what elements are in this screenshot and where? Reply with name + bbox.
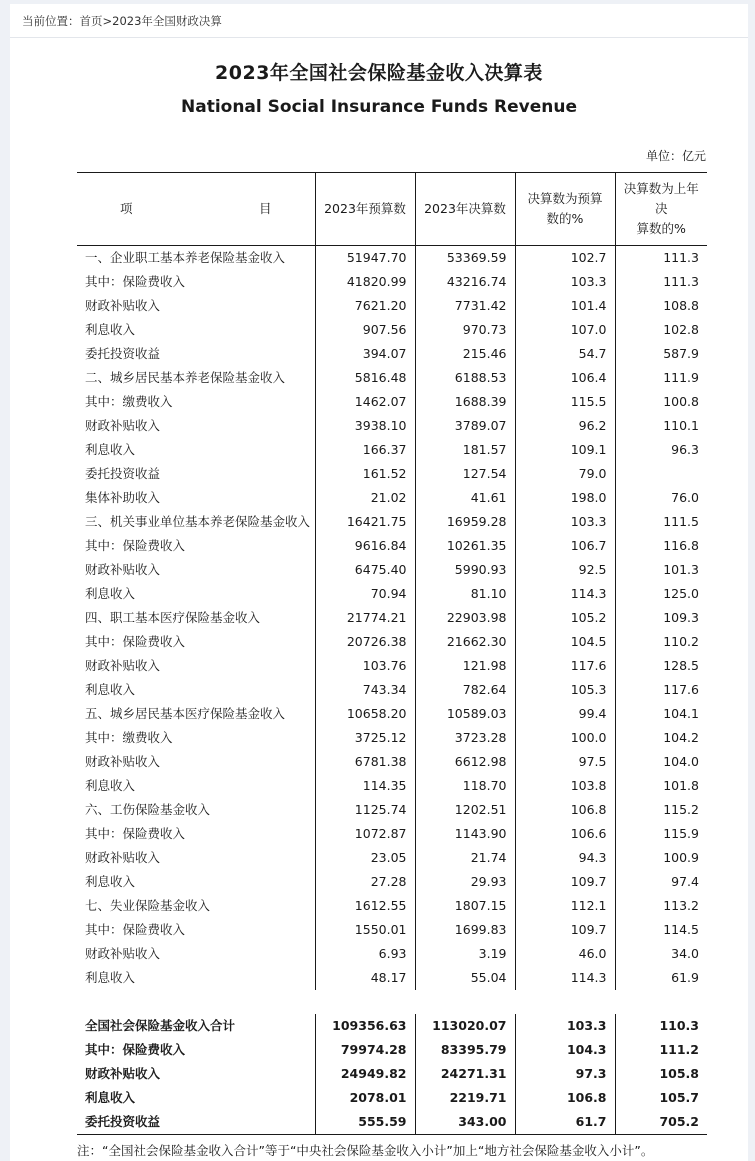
cell-budget: 3938.10: [315, 414, 415, 438]
row-label: 其中：缴费收入: [85, 730, 173, 745]
cell-pct-budget: 106.4: [515, 366, 615, 390]
table-row: [77, 462, 707, 486]
row-label: 三、机关事业单位基本养老保险基金收入: [85, 514, 311, 529]
row-label: 其中：保险费收入: [85, 538, 186, 553]
breadcrumb: [22, 13, 222, 29]
row-label: 财政补贴收入: [85, 754, 161, 769]
table-row: [77, 918, 707, 942]
row-label: 利息收入: [85, 970, 136, 985]
cell-final: 1202.51: [415, 798, 515, 822]
cell-final: 3.19: [415, 942, 515, 966]
row-label: 财政补贴收入: [85, 418, 161, 433]
row-label: 其中：保险费收入: [85, 922, 186, 937]
table-row: [77, 390, 707, 414]
cell-pct-prev: 110.1: [615, 414, 707, 438]
cell-pct-prev: 105.7: [615, 1086, 707, 1110]
cell-pct-budget: 97.3: [515, 1062, 615, 1086]
row-label: 委托投资收益: [77, 1110, 315, 1135]
row-label: 六、工伤保险基金收入: [85, 802, 211, 817]
table-row: [77, 1086, 707, 1110]
row-label: 五、城乡居民基本医疗保险基金收入: [85, 706, 286, 721]
cell-pct-budget: 109.7: [515, 918, 615, 942]
cell-pct-prev: 114.5: [615, 918, 707, 942]
cell-pct-prev: 110.3: [615, 1014, 707, 1038]
row-label: 财政补贴收入: [85, 562, 161, 577]
cell-pct-prev: 113.2: [615, 894, 707, 918]
cell-budget: 23.05: [315, 846, 415, 870]
cell-pct-prev: 128.5: [615, 654, 707, 678]
cell-final: 113020.07: [415, 1014, 515, 1038]
cell-budget: 743.34: [315, 678, 415, 702]
cell-pct-prev: 97.4: [615, 870, 707, 894]
breadcrumb-separator: >: [102, 13, 113, 28]
spacer-cell: [615, 990, 707, 1014]
row-label: 委托投资收益: [85, 466, 161, 481]
table-row: [77, 510, 707, 534]
cell-final: 215.46: [415, 342, 515, 366]
finance-table: [77, 172, 707, 1135]
row-label: 委托投资收益: [85, 346, 161, 361]
row-label: 利息收入: [85, 682, 136, 697]
cell-budget: 1462.07: [315, 390, 415, 414]
table-row: [77, 606, 707, 630]
row-label: 财政补贴收入: [85, 298, 161, 313]
table-row: [77, 414, 707, 438]
page-title-en: National Social Insurance Funds Revenue: [181, 97, 577, 117]
row-label: 集体补助收入: [85, 490, 161, 505]
cell-pct-prev: 111.2: [615, 1038, 707, 1062]
row-label: 二、城乡居民基本养老保险基金收入: [85, 370, 286, 385]
cell-pct-budget: 94.3: [515, 846, 615, 870]
cell-pct-budget: 115.5: [515, 390, 615, 414]
cell-final: 782.64: [415, 678, 515, 702]
cell-final: 21662.30: [415, 630, 515, 654]
cell-pct-budget: 107.0: [515, 318, 615, 342]
table-row: [77, 366, 707, 390]
cell-budget: 6475.40: [315, 558, 415, 582]
cell-final: 53369.59: [415, 246, 515, 271]
table-row: [77, 798, 707, 822]
cell-pct-prev: 101.8: [615, 774, 707, 798]
page-container: [10, 4, 748, 1161]
cell-pct-budget: 97.5: [515, 750, 615, 774]
cell-final: 3723.28: [415, 726, 515, 750]
table-row: [77, 942, 707, 966]
cell-budget: 114.35: [315, 774, 415, 798]
cell-budget: 10658.20: [315, 702, 415, 726]
table-container: [10, 172, 748, 1135]
row-label: 一、企业职工基本养老保险基金收入: [85, 250, 286, 265]
cell-budget: 21774.21: [315, 606, 415, 630]
column-header-pct-budget: [515, 173, 615, 246]
table-row: [77, 822, 707, 846]
cell-budget: 6.93: [315, 942, 415, 966]
row-label: 利息收入: [85, 586, 136, 601]
unit-label: 单位：亿元: [645, 149, 706, 163]
column-header-item: [77, 173, 315, 246]
cell-final: 22903.98: [415, 606, 515, 630]
column-header-budget: 2023年预算数: [315, 173, 415, 246]
cell-pct-prev: 104.1: [615, 702, 707, 726]
cell-pct-prev: 102.8: [615, 318, 707, 342]
table-row: [77, 534, 707, 558]
cell-pct-budget: 92.5: [515, 558, 615, 582]
table-row: [77, 558, 707, 582]
cell-pct-prev: 705.2: [615, 1110, 707, 1135]
table-row: [77, 270, 707, 294]
table-row: [77, 342, 707, 366]
table-row: [77, 246, 707, 271]
cell-final: 6188.53: [415, 366, 515, 390]
cell-final: 1699.83: [415, 918, 515, 942]
cell-pct-budget: 102.7: [515, 246, 615, 271]
cell-budget: 1125.74: [315, 798, 415, 822]
cell-final: 3789.07: [415, 414, 515, 438]
cell-pct-prev: 100.8: [615, 390, 707, 414]
cell-budget: 70.94: [315, 582, 415, 606]
footer-note: 注：“全国社会保险基金收入合计”等于“中央社会保险基金收入小计”加上“地方社会保险基金收入小计”。: [77, 1143, 654, 1158]
cell-pct-prev: 125.0: [615, 582, 707, 606]
cell-budget: 51947.70: [315, 246, 415, 271]
cell-final: 1807.15: [415, 894, 515, 918]
row-label: 利息收入: [85, 322, 136, 337]
table-row: [77, 678, 707, 702]
cell-pct-budget: 106.7: [515, 534, 615, 558]
cell-budget: 9616.84: [315, 534, 415, 558]
cell-budget: 555.59: [315, 1110, 415, 1135]
column-header-final: 2023年决算数: [415, 173, 515, 246]
cell-pct-prev: 117.6: [615, 678, 707, 702]
cell-pct-budget: 79.0: [515, 462, 615, 486]
cell-pct-budget: 112.1: [515, 894, 615, 918]
cell-pct-budget: 103.3: [515, 510, 615, 534]
cell-final: 6612.98: [415, 750, 515, 774]
cell-final: 21.74: [415, 846, 515, 870]
cell-pct-budget: 100.0: [515, 726, 615, 750]
spacer-cell: [77, 990, 315, 1014]
cell-pct-budget: 198.0: [515, 486, 615, 510]
cell-final: 970.73: [415, 318, 515, 342]
cell-pct-budget: 104.3: [515, 1038, 615, 1062]
column-header-pct-budget-line2: 数的%: [546, 211, 584, 226]
cell-pct-budget: 61.7: [515, 1110, 615, 1135]
table-row: [77, 702, 707, 726]
cell-pct-prev: 76.0: [615, 486, 707, 510]
cell-budget: 48.17: [315, 966, 415, 990]
row-label: 利息收入: [85, 1090, 136, 1105]
cell-budget: 41820.99: [315, 270, 415, 294]
table-row: [77, 774, 707, 798]
cell-pct-budget: 104.5: [515, 630, 615, 654]
table-row: [77, 846, 707, 870]
row-label: 其中：保险费收入: [85, 634, 186, 649]
cell-pct-prev: 108.8: [615, 294, 707, 318]
title-block: [10, 38, 748, 122]
breadcrumb-bar: [10, 4, 748, 38]
cell-final: 1143.90: [415, 822, 515, 846]
cell-pct-budget: 106.6: [515, 822, 615, 846]
row-label: 其中：缴费收入: [85, 394, 173, 409]
row-label: 利息收入: [85, 778, 136, 793]
column-header-pct-budget-line1: 决算数为预算: [527, 191, 603, 206]
cell-pct-prev: 105.8: [615, 1062, 707, 1086]
table-row: [77, 630, 707, 654]
cell-pct-prev: 61.9: [615, 966, 707, 990]
cell-pct-budget: 101.4: [515, 294, 615, 318]
table-spacer-row: [77, 990, 707, 1014]
table-row: [77, 486, 707, 510]
cell-pct-budget: 54.7: [515, 342, 615, 366]
table-row: [77, 318, 707, 342]
table-row: [77, 750, 707, 774]
row-label: 全国社会保险基金收入合计: [85, 1018, 236, 1033]
cell-pct-budget: 99.4: [515, 702, 615, 726]
cell-final: 43216.74: [415, 270, 515, 294]
cell-budget: 20726.38: [315, 630, 415, 654]
breadcrumb-link-home[interactable]: 首页: [79, 13, 103, 28]
row-label: 财政补贴收入: [85, 658, 161, 673]
table-row: [77, 654, 707, 678]
column-header-item-right: 目: [258, 201, 272, 216]
cell-pct-budget: 105.3: [515, 678, 615, 702]
cell-pct-budget: 103.3: [515, 1014, 615, 1038]
column-header-pct-prev: [615, 173, 707, 246]
cell-budget: 7621.20: [315, 294, 415, 318]
cell-budget: 24949.82: [315, 1062, 415, 1086]
cell-pct-budget: 96.2: [515, 414, 615, 438]
cell-pct-prev: 34.0: [615, 942, 707, 966]
cell-budget: 2078.01: [315, 1086, 415, 1110]
cell-pct-prev: 101.3: [615, 558, 707, 582]
cell-pct-budget: 103.8: [515, 774, 615, 798]
table-header: [77, 173, 707, 246]
cell-pct-budget: 117.6: [515, 654, 615, 678]
cell-budget: 166.37: [315, 438, 415, 462]
cell-budget: 1612.55: [315, 894, 415, 918]
cell-pct-prev: 111.9: [615, 366, 707, 390]
cell-budget: 6781.38: [315, 750, 415, 774]
row-label: 其中：保险费收入: [85, 274, 186, 289]
breadcrumb-prefix: 当前位置：: [22, 13, 80, 28]
cell-final: 7731.42: [415, 294, 515, 318]
row-label: 财政补贴收入: [85, 850, 161, 865]
cell-budget: 27.28: [315, 870, 415, 894]
cell-pct-budget: 106.8: [515, 798, 615, 822]
cell-pct-prev: 100.9: [615, 846, 707, 870]
cell-budget: 109356.63: [315, 1014, 415, 1038]
table-row: [77, 870, 707, 894]
cell-final: 181.57: [415, 438, 515, 462]
row-label: 其中：保险费收入: [85, 1042, 186, 1057]
column-header-item-left: 项: [120, 201, 133, 216]
column-header-pct-prev-line1: 决算数为上年决: [623, 181, 699, 216]
page-title-cn: 2023年全国社会保险基金收入决算表: [215, 62, 543, 84]
cell-final: 127.54: [415, 462, 515, 486]
cell-pct-prev: 116.8: [615, 534, 707, 558]
table-row: [77, 1110, 707, 1135]
cell-pct-prev: 111.3: [615, 246, 707, 271]
table-row: [77, 294, 707, 318]
table-row: [77, 894, 707, 918]
cell-budget: 1072.87: [315, 822, 415, 846]
cell-final: 343.00: [415, 1110, 515, 1135]
table-header-row: [77, 173, 707, 246]
cell-final: 2219.71: [415, 1086, 515, 1110]
cell-budget: 103.76: [315, 654, 415, 678]
cell-final: 24271.31: [415, 1062, 515, 1086]
cell-pct-budget: 109.1: [515, 438, 615, 462]
cell-pct-budget: 109.7: [515, 870, 615, 894]
cell-pct-budget: 46.0: [515, 942, 615, 966]
cell-final: 10261.35: [415, 534, 515, 558]
cell-budget: 5816.48: [315, 366, 415, 390]
table-row: [77, 438, 707, 462]
cell-final: 5990.93: [415, 558, 515, 582]
table-row: [77, 582, 707, 606]
table-body: [77, 246, 707, 1135]
spacer-cell: [515, 990, 615, 1014]
cell-final: 1688.39: [415, 390, 515, 414]
row-label: 利息收入: [85, 874, 136, 889]
cell-final: 10589.03: [415, 702, 515, 726]
cell-pct-prev: 111.5: [615, 510, 707, 534]
cell-budget: 16421.75: [315, 510, 415, 534]
row-label: 财政补贴收入: [85, 946, 161, 961]
cell-final: 118.70: [415, 774, 515, 798]
cell-budget: 161.52: [315, 462, 415, 486]
row-label: 利息收入: [85, 442, 136, 457]
breadcrumb-current: 2023年全国财政决算: [112, 13, 222, 28]
table-row: [77, 726, 707, 750]
cell-pct-prev: 109.3: [615, 606, 707, 630]
row-label: 七、失业保险基金收入: [85, 898, 211, 913]
spacer-cell: [415, 990, 515, 1014]
cell-final: 41.61: [415, 486, 515, 510]
cell-pct-prev: [615, 462, 707, 486]
column-header-pct-prev-line2: 算数的%: [636, 221, 686, 236]
cell-pct-prev: 104.2: [615, 726, 707, 750]
cell-pct-budget: 103.3: [515, 270, 615, 294]
cell-budget: 3725.12: [315, 726, 415, 750]
cell-pct-budget: 105.2: [515, 606, 615, 630]
cell-budget: 21.02: [315, 486, 415, 510]
table-row: [77, 1062, 707, 1086]
cell-pct-prev: 587.9: [615, 342, 707, 366]
cell-final: 16959.28: [415, 510, 515, 534]
cell-final: 55.04: [415, 966, 515, 990]
row-label: 其中：保险费收入: [85, 826, 186, 841]
cell-pct-prev: 104.0: [615, 750, 707, 774]
cell-pct-prev: 111.3: [615, 270, 707, 294]
cell-final: 81.10: [415, 582, 515, 606]
cell-pct-budget: 114.3: [515, 582, 615, 606]
cell-pct-prev: 115.2: [615, 798, 707, 822]
cell-budget: 79974.28: [315, 1038, 415, 1062]
table-row: [77, 966, 707, 990]
row-label: 四、职工基本医疗保险基金收入: [85, 610, 261, 625]
cell-pct-prev: 96.3: [615, 438, 707, 462]
cell-pct-prev: 110.2: [615, 630, 707, 654]
table-row: [77, 1038, 707, 1062]
cell-budget: 1550.01: [315, 918, 415, 942]
spacer-cell: [315, 990, 415, 1014]
cell-pct-budget: 114.3: [515, 966, 615, 990]
cell-pct-budget: 106.8: [515, 1086, 615, 1110]
cell-final: 121.98: [415, 654, 515, 678]
row-label: 财政补贴收入: [85, 1066, 161, 1081]
cell-final: 83395.79: [415, 1038, 515, 1062]
cell-pct-prev: 115.9: [615, 822, 707, 846]
table-row: [77, 1014, 707, 1038]
cell-budget: 394.07: [315, 342, 415, 366]
cell-final: 29.93: [415, 870, 515, 894]
cell-budget: 907.56: [315, 318, 415, 342]
